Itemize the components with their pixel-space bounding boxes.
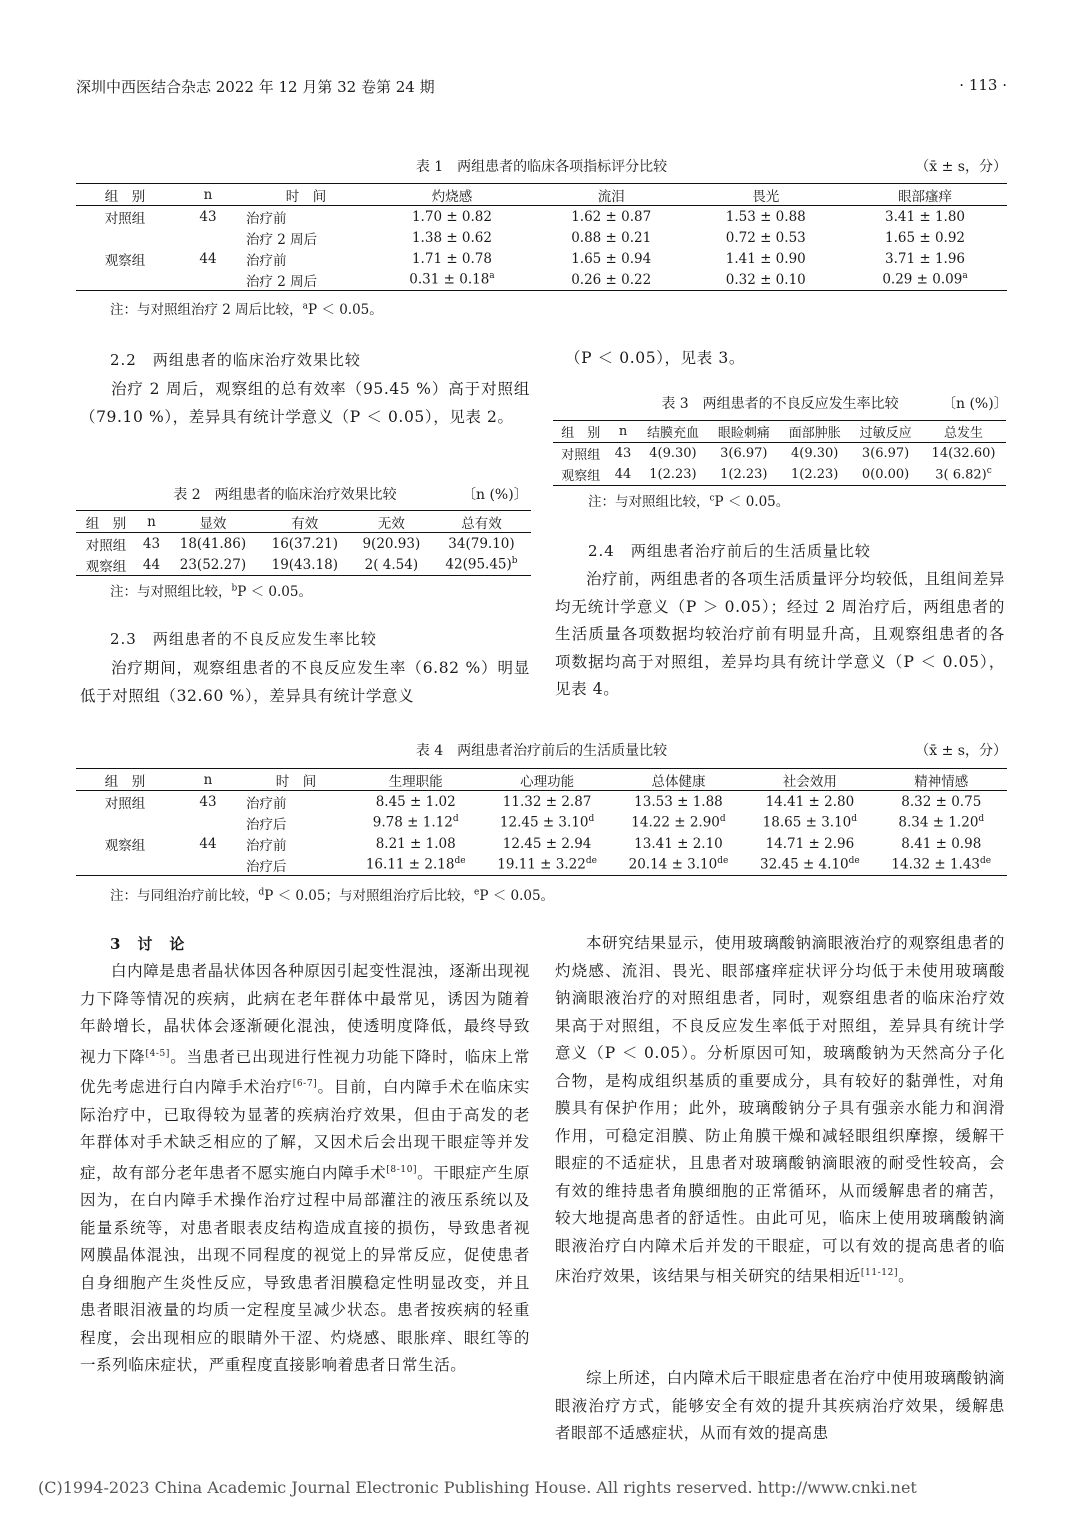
table3-note: 注：与对照组比较，$^c$P ＜ 0.05。: [588, 493, 790, 510]
t3-col-n: n: [609, 421, 638, 443]
t3-col-eyelid: 眼睑刺痛: [708, 421, 779, 443]
table2-note: 注：与对照组比较，$^b$P ＜ 0.05。: [110, 583, 312, 600]
t3-col-conjunctival: 结膜充血: [638, 421, 709, 443]
table-row: 观察组 44 1(2.23) 1(2.23) 1(2.23) 0(0.00) 3( 6.82)$^c$: [553, 464, 1006, 486]
table1: [76, 183, 1007, 291]
table-row: 观察组 44 治疗前 1.71 ± 0.78 1.65 ± 0.94 1.41 ± 0.90 3.71 ± 1.96: [104, 250, 966, 269]
table3-caption: 表 3 两组患者的不良反应发生率比较: [661, 396, 899, 412]
table4-unit: （x̄ ± s，分）: [915, 743, 1007, 759]
table-row: 对照组 43 治疗前 1.70 ± 0.82 1.62 ± 0.87 1.53 ± 0.88 3.41 ± 1.80: [104, 208, 966, 227]
discussion-paragraph-right-1: 本研究结果显示，使用玻璃酸钠滴眼液治疗的观察组患者的灼烧感、流泪、畏光、眼部瘙痒症状评分均低于未使用玻璃酸钠滴眼液治疗的对照组患者，同时，观察组患者的临床治疗效果高于对照组，不良反应发生率低于对照组，差异具有统计学意义（P ＜ 0.05）。分析原因可知，玻璃酸钠为天然高分子化合物，是构成组织基质的重要成分，具有较好的黏弹性，对角膜具有保护作用；此外，玻璃酸钠分子具有强亲水能力和润滑作用，可稳定泪膜、防止角膜干燥和减轻眼组织摩擦，缓解干眼症的不适症状，且患者对玻璃酸钠滴眼液的耐受性较高，会有效的维持患者角膜细胞的正常循环，从而缓解患者的痛苦，较大地提高患者的舒适性。由此可见，临床上使用玻璃酸钠滴眼液治疗白内障术后并发的干眼症，可以有效的提高患者的临床治疗效果，该结果与相关研究的结果相近[11-12]。: [555, 934, 1005, 1286]
t3-col-allergy: 过敏反应: [850, 421, 921, 443]
t1-col-n: n: [174, 184, 242, 206]
table2-unit: 〔n (%)〕: [462, 487, 528, 503]
t1-col-tear: 流泪: [534, 184, 689, 206]
page-number: · 113 ·: [959, 76, 1007, 94]
t2-col-group: 组 别: [76, 511, 136, 533]
section-2-2-title: 2.2 两组患者的临床治疗效果比较: [110, 351, 361, 369]
t2-col-effective: 有效: [259, 511, 351, 533]
t2-col-n: n: [136, 511, 167, 533]
table2: [76, 510, 531, 576]
table3-unit: 〔n (%)〕: [942, 396, 1008, 412]
t4-col-social: 社会效用: [744, 769, 875, 791]
t2-col-ineffective: 无效: [351, 511, 432, 533]
t3-col-swelling: 面部肿胀: [779, 421, 850, 443]
section-2-3-text: 治疗期间，观察组患者的不良反应发生率（6.82 %）明显低于对照组（32.60 %），差异具有统计学意义: [80, 659, 530, 705]
table1-unit: （x̄ ± s，分）: [915, 159, 1007, 175]
t4-col-health: 总体健康: [613, 769, 744, 791]
copyright-footer: (C)1994-2023 China Academic Journal Electronic Publishing House. All rights reserved. http://www.cnki.net: [38, 1478, 917, 1497]
t1-col-group: 组 别: [76, 184, 174, 206]
table-row: 观察组 44 23(52.27) 19(43.18) 2( 4.54) $42(95.45)^b$: [76, 554, 531, 576]
table4: [76, 768, 1007, 876]
t1-col-time: 时 间: [242, 184, 370, 206]
section-2-4-text: 治疗前，两组患者的各项生活质量评分均较低，且组间差异均无统计学意义（P ＞ 0.05）；经过 2 周治疗后，两组患者的生活质量各项数据均较治疗前有明显升高，且观察组患者的各项数据均高于对照组，差异均具有统计学意义（P ＜ 0.05），见表 4。: [555, 570, 1005, 698]
table-row: 观察组 44 治疗前 8.21 ± 1.08 12.45 ± 2.94 13.41 ± 2.10 14.71 ± 2.96 8.41 ± 0.98: [104, 835, 982, 854]
table-row: 治疗 2 周后 1.38 ± 0.62 0.88 ± 0.21 0.72 ± 0.53 1.65 ± 0.92: [246, 229, 966, 248]
table2-caption: 表 2 两组患者的临床治疗效果比较: [173, 487, 397, 503]
t4-col-group: 组 别: [76, 769, 174, 791]
table-row: 治疗后 9.78 ± 1.12$^d$ 12.45 ± 3.10$^d$ 14.22 ± 2.90$^d$ 18.65 ± 3.10$^d$ 8.34 ± 1.20$^d$: [246, 814, 985, 833]
section-2-4-title: 2.4 两组患者治疗前后的生活质量比较: [588, 542, 871, 560]
discussion-paragraph-left: 白内障是患者晶状体因各种原因引起变性混浊，逐渐出现视力下降等情况的疾病，此病在老年群体中最常见，诱因为随着年龄增长，晶状体会逐渐硬化混浊，使透明度降低，最终导致视力下降[4-5]。当患者已出现进行性视力功能下降时，临床上常优先考虑进行白内障手术治疗[6-7]。目前，白内障手术在临床实际治疗中，已取得较为显著的疾病治疗效果，但由于高发的老年群体对手术缺乏相应的了解，又因术后会出现干眼症等并发症，故有部分老年患者不愿实施白内障手术[8-10]。干眼症产生原因为，在白内障手术操作治疗过程中局部灌注的液压系统以及能量系统等，对患者眼表皮结构造成直接的损伤，导致患者视网膜晶体混浊，出现不同程度的视觉上的异常反应，促使患者自身细胞产生炎性反应，导致患者泪膜稳定性明显改变，并且患者眼泪液量的均质一定程度呈减少状态。患者按疾病的轻重程度，会出现相应的眼睛外干涩、灼烧感、眼胀痒、眼红等的一系列临床症状，严重程度直接影响着患者日常生活。: [80, 962, 531, 1375]
t4-col-physical: 生理职能: [350, 769, 481, 791]
table-row: 治疗后 16.11 ± 2.18de 19.11 ± 3.22de 20.14 ± 3.10de 32.45 ± 4.10de 14.32 ± 1.43de: [76, 854, 1007, 876]
section-2-2-text: 治疗 2 周后，观察组的总有效率（95.45 %）高于对照组（79.10 %），差异具有统计学意义（P ＜ 0.05），见表 2。: [80, 380, 530, 426]
table3: [553, 420, 1006, 486]
table1-caption: 表 1 两组患者的临床各项指标评分比较: [415, 159, 668, 175]
section-3-title: 3 讨 论: [110, 935, 186, 953]
section-2-3-continued: （P ＜ 0.05），见表 3。: [565, 349, 745, 367]
discussion-paragraph-right-2: 综上所述，白内障术后干眼症患者在治疗中使用玻璃酸钠滴眼液治疗方式，能够安全有效的提升其疾病治疗效果，缓解患者眼部不适感症状，从而有效的提高患: [555, 1369, 1005, 1442]
table-row: 对照组 43 4(9.30) 3(6.97) 4(9.30) 3(6.97) 14(32.60): [561, 446, 996, 463]
t3-col-total: 总发生: [921, 421, 1006, 443]
t1-col-burn: 灼烧感: [370, 184, 534, 206]
journal-header: 深圳中西医结合杂志 2022 年 12 月第 32 卷第 24 期: [76, 78, 435, 96]
t1-col-itch: 眼部瘙痒: [843, 184, 1007, 206]
t4-col-emotion: 精神情感: [876, 769, 1007, 791]
t3-col-group: 组 别: [553, 421, 609, 443]
t4-col-n: n: [174, 769, 242, 791]
table4-caption: 表 4 两组患者治疗前后的生活质量比较: [415, 743, 668, 759]
t1-col-light: 畏光: [688, 184, 843, 206]
t4-col-mental: 心理功能: [481, 769, 612, 791]
t2-col-marked: 显效: [167, 511, 259, 533]
table4-note: 注：与同组治疗前比较，$^d$P ＜ 0.05；与对照组治疗后比较，$^e$P ＜ 0.05。: [110, 887, 555, 904]
section-2-3-title: 2.3 两组患者的不良反应发生率比较: [110, 630, 377, 648]
table1-note: 注：与对照组治疗 2 周后比较，$^a$P ＜ 0.05。: [110, 301, 383, 318]
table-row: 对照组 43 18(41.86) 16(37.21) 9(20.93) 34(79.10): [85, 535, 515, 554]
table-row: 治疗 2 周后 0.31 ± 0.18$^a$ 0.26 ± 0.22 0.32 ± 0.10 0.29 ± 0.09$^a$: [76, 269, 1007, 291]
t4-col-time: 时 间: [242, 769, 350, 791]
table-row: 对照组 43 治疗前 8.45 ± 1.02 11.32 ± 2.87 13.53 ± 1.88 14.41 ± 2.80 8.32 ± 0.75: [104, 793, 982, 812]
t2-col-total: 总有效: [432, 511, 531, 533]
